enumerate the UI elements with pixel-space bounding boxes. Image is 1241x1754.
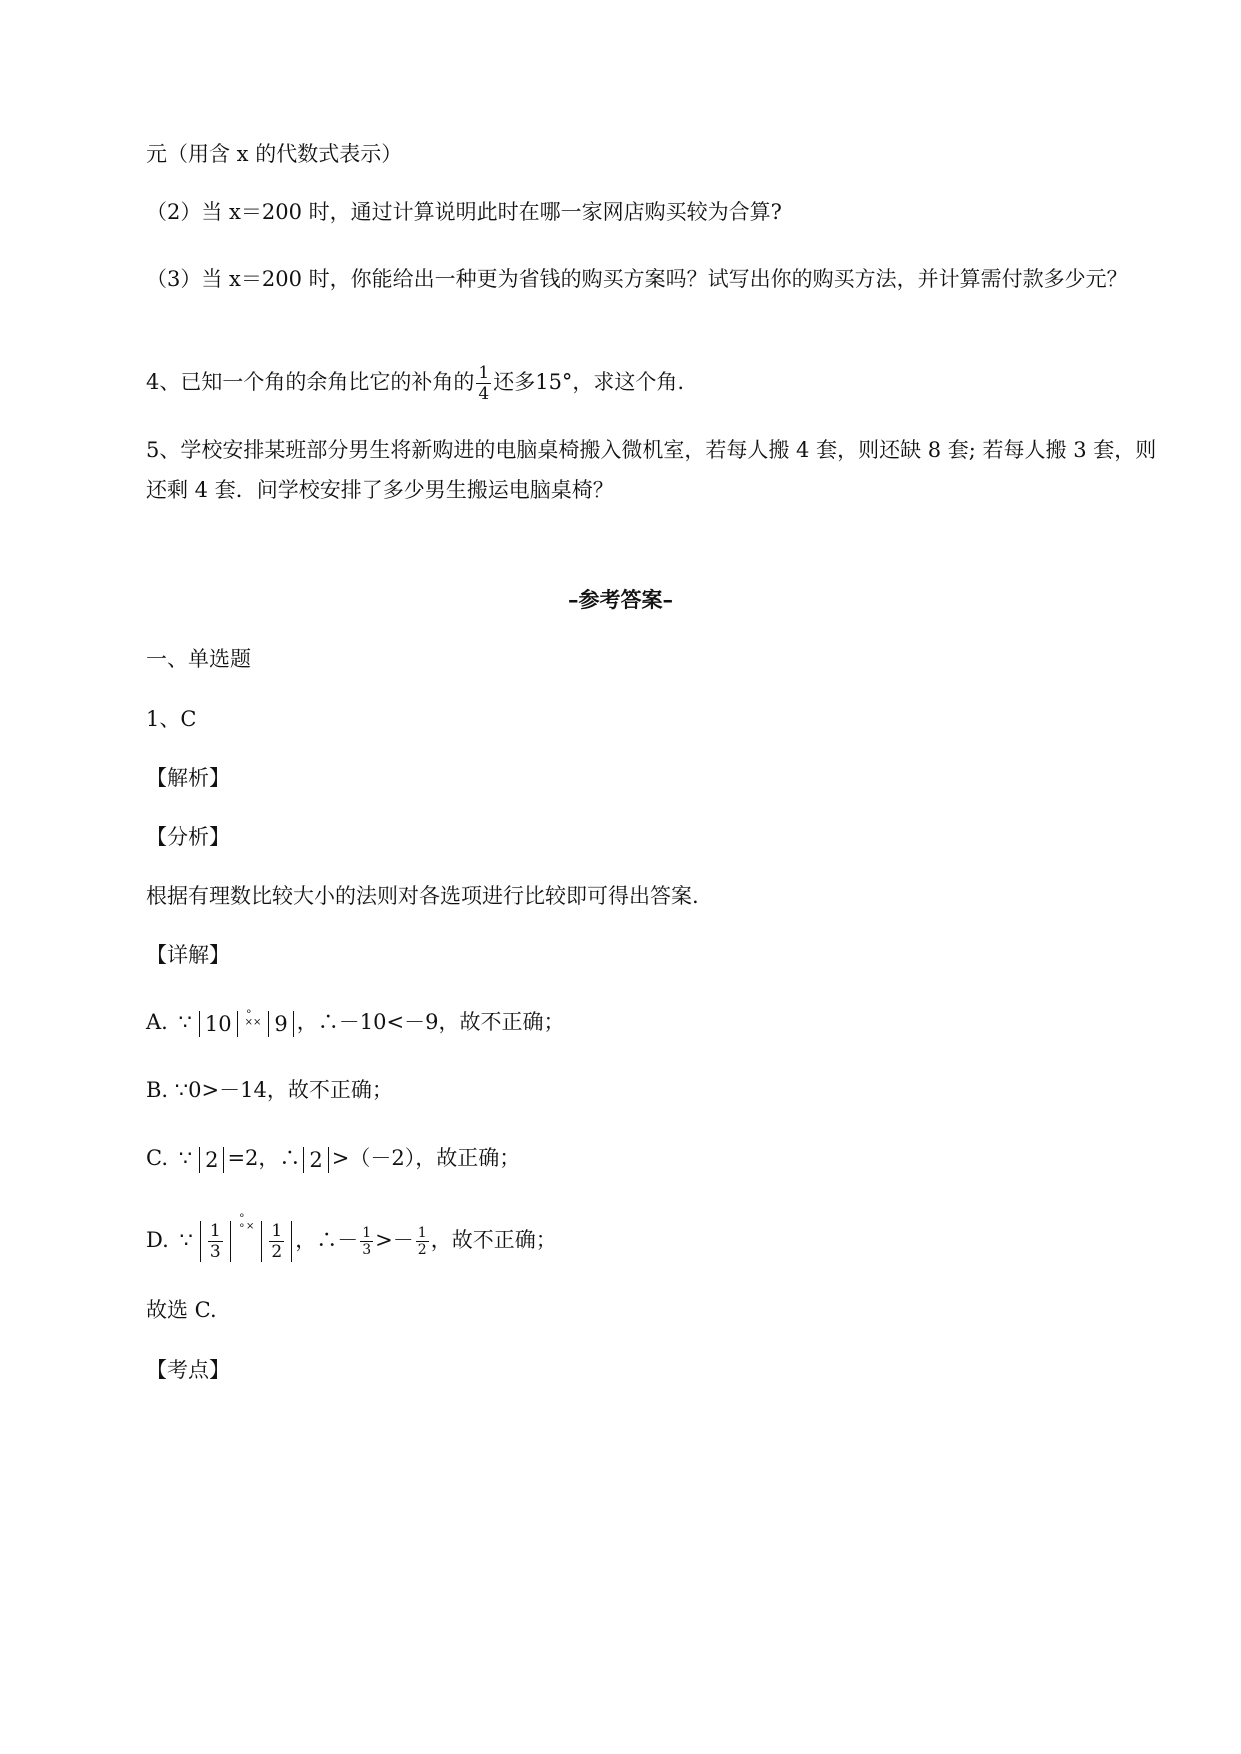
question-5: 5、学校安排某班部分男生将新购进的电脑桌椅搬入微机室，若每人搬 4 套，则还缺 8 套; 若每人搬 3 套，则还剩 4 套．问学校安排了多少男生搬运电脑桌椅？ [146,438,1157,502]
absolute-value-one-third [200,1221,231,1262]
option-b-explanation: B. ∵0>－14，故不正确； [146,1078,393,1102]
question-4-text-post: 还多15°，求这个角. [493,370,685,394]
sub-question-3: （3）当 x＝200 时，你能给出一种更为省钱的购买方案吗？试写出你的购买方法，并计算需付款多少元？ [146,267,1128,291]
option-d-tail: ，故不正确； [430,1228,557,1252]
fraction-one-third [208,1221,223,1262]
absolute-value-10: 10 [199,1011,238,1037]
option-a-text: ，∴－10<－9，故不正确； [296,1010,565,1034]
fraction-one-half-small [416,1225,429,1258]
absolute-value-2b: 2 [303,1147,328,1173]
absolute-value-one-half [261,1221,292,1262]
fraction-numerator: 1 [271,1221,283,1241]
fenxi-text: 根据有理数比较大小的法则对各选项进行比较即可得出答案. [146,884,699,908]
option-c-label: C. [146,1146,168,1170]
fraction-numerator: 1 [362,1225,372,1241]
detail-heading: 【详解】 [146,943,230,967]
fraction-numerator: 1 [478,363,490,383]
option-c-explanation [146,1144,1161,1173]
question-4 [146,360,1161,404]
option-a-label: A. [146,1010,168,1034]
fraction-denominator: 2 [417,1242,427,1258]
fraction-denominator: 2 [271,1242,283,1262]
fraction-one-third-small [360,1225,373,1258]
fraction-denominator: 4 [478,384,490,404]
fraction-numerator: 1 [417,1225,427,1241]
fenxi-heading: 【分析】 [146,825,230,849]
fraction-one-quarter [476,363,491,404]
option-c-text-1: =2，∴ [227,1146,301,1170]
kaodian-heading: 【考点】 [146,1358,230,1382]
fraction-one-half [269,1221,284,1262]
because-symbol: ∵ [178,1010,192,1034]
answer-1: 1、C [146,707,197,731]
option-d-gt: >－ [375,1228,414,1252]
conclusion: 故选 C. [146,1298,217,1322]
fraction-denominator: 3 [209,1242,221,1262]
because-symbol: ∵ [179,1228,193,1252]
absolute-value-9: 9 [268,1011,293,1037]
question-4-text-pre: 4、已知一个角的余角比它的补角的 [146,370,475,394]
broken-glyph-icon: ⚬ ⚬× [237,1211,255,1232]
option-d-label: D. [146,1228,169,1252]
option-a-explanation [146,1008,1161,1037]
option-d-explanation [146,1212,1161,1268]
sub-question-2: （2）当 x＝200 时，通过计算说明此时在哪一家网店购买较为合算? [146,200,782,224]
analysis-heading: 【解析】 [146,766,230,790]
section-heading-single-choice: 一、单选题 [146,647,251,671]
fraction-numerator: 1 [209,1221,221,1241]
option-c-text-2: >（－2），故正确； [331,1146,521,1170]
answer-section-title: –参考答案– [568,587,673,612]
because-symbol: ∵ [178,1146,193,1170]
option-d-therefore: ，∴－ [295,1228,359,1252]
fraction-denominator: 3 [362,1242,372,1258]
broken-glyph-icon: ⚬ ×× [244,1007,262,1028]
text-line-1: 元（用含 x 的代数式表示） [146,142,403,166]
absolute-value-2: 2 [199,1147,224,1173]
